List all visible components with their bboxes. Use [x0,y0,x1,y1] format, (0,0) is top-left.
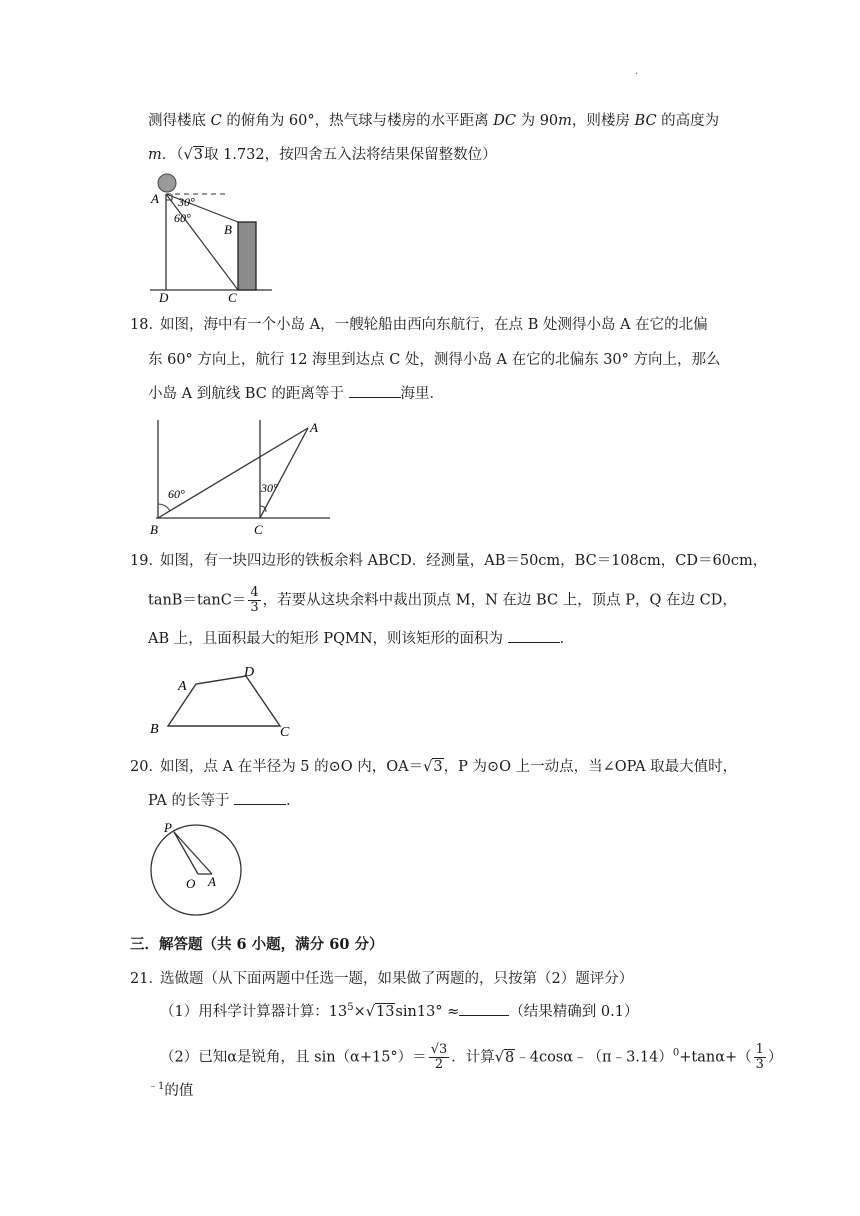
q21-part2: （2）已知α是锐角，且 sin（α+15°）＝ $\frac{√3}{2}$ ．计算√8﹣4cosα﹣（π﹣3.14）$^0$+tanα+（ $\frac{1}{3}$ ） [160,1042,783,1072]
q20-label-O: O [186,876,196,891]
q19-line1: 如图，有一块四边形的铁板余料 ABCD．经测量，AB＝50cm，BC＝108cm，CD＝60cm， [160,553,768,569]
q18-answer-blank[interactable] [349,383,401,398]
q17-label-B: B [224,222,232,237]
q18-line1: 如图，海中有一个小岛 A，一艘轮船由西向东航行，在点 B 处测得小岛 A 在它的北偏 [160,317,708,333]
q18-line3: 小岛 A 到航线 BC 的距离等于 海里． [148,383,444,405]
q21-fraction-2: $\frac{1}{3}$ [755,1042,764,1072]
q21-part3: $^{﹣1}$的值 [148,1081,194,1099]
q17-label-60: 60° [174,211,191,225]
q19-fraction: $\frac{4}{3}$ [250,585,259,615]
q18-line2: 东 60° 方向上，航行 12 海里到达点 C 处，测得小岛 A 在它的北偏东 30° 方向上，那么 [148,352,721,368]
q18-number: 18． [130,317,163,333]
q19-label-B: B [150,722,159,737]
q18-label-C: C [254,522,263,537]
q19-label-D: D [244,665,255,680]
q20-label-A: A [208,874,216,889]
q21-line1: 选做题（从下面两题中任选一题，如果做了两题的，只按第（2）题评分） [160,971,634,987]
header-mark: . [635,66,639,77]
q19-label-A: A [178,679,187,694]
section-heading: 三．解答题（共 6 小题，满分 60 分） [130,936,384,953]
q19-number: 19． [130,553,163,569]
q17-line2: m．（√3取 1.732，按四舍五入法将结果保留整数位） [148,147,497,163]
q19-line3: AB 上，且面积最大的矩形 PQMN，则该矩形的面积为 ． [148,628,574,650]
q20-line2: PA 的长等于 ． [148,790,301,812]
q21-part1: （1）用科学计算器计算：$13^5\times√13\sin 13^\circ$ ≈ （结果精确到 0.1） [160,1002,639,1020]
q18-label-B: B [150,522,158,537]
q18-label-30: 30° [261,481,278,495]
q21-fraction-1: $\frac{√3}{2}$ [430,1042,448,1072]
q20-number: 20． [130,759,163,775]
q17-line1: 测得楼底 C 的俯角为 60°，热气球与楼房的水平距离 DC 为 90m，则楼房 BC 的高度为 [148,113,720,129]
q21-answer-blank[interactable] [459,1001,509,1016]
q18-label-A: A [310,420,318,435]
q20-answer-blank[interactable] [234,790,286,805]
q17-label-D: D [159,290,169,304]
q19-line2: tanB＝tanC＝ $\frac{4}{3}$ ，若要从这块余料中裁出顶点 M，N 在边 BC 上，顶点 P，Q 在边 CD， [148,585,737,615]
q17-label-30: 30° [178,195,195,209]
q19-figure [148,660,298,740]
q18-figure [148,416,334,540]
q18-label-60: 60° [168,487,185,501]
q17-figure [148,172,278,304]
q20-line1: 如图，点 A 在半径为 5 的⊙O 内，OA＝√3，P 为⊙O 上一动点，当∠OPA 取最大值时， [160,759,738,775]
q21-number: 21． [130,971,163,987]
q17-label-C: C [228,290,237,304]
q17-label-A: A [151,191,159,206]
q20-figure [148,818,248,920]
q20-label-P: P [164,820,172,835]
q19-label-C: C [280,725,290,740]
q19-answer-blank[interactable] [508,628,560,643]
